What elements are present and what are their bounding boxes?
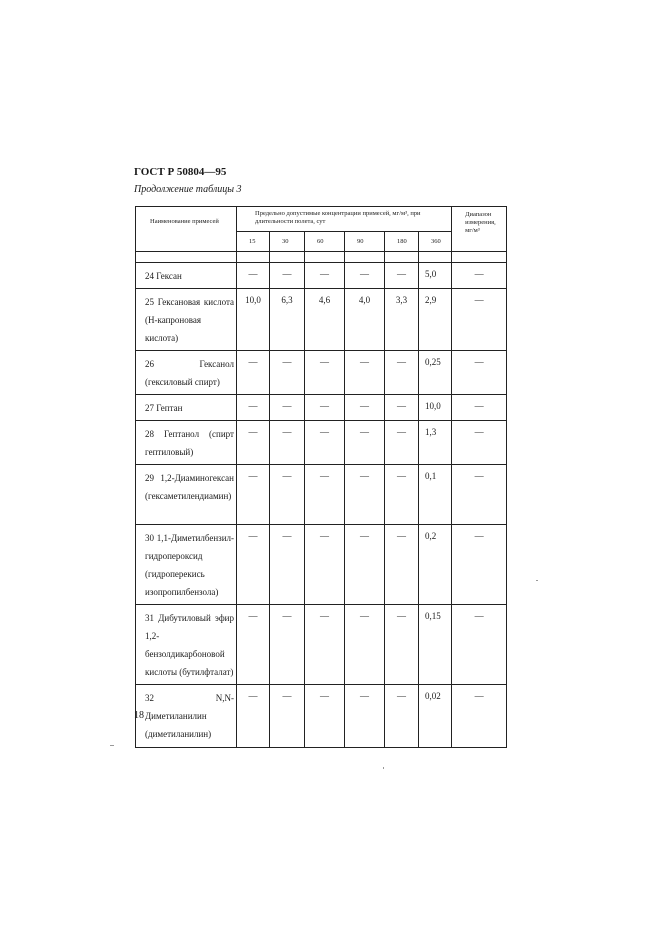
standard-title: ГОСТ Р 50804—95 xyxy=(134,166,227,178)
concentration-cell-30: 6,3 xyxy=(270,289,305,351)
measurement-range-cell: — xyxy=(452,351,507,395)
impurity-name-cell: 24 Гексан xyxy=(136,263,237,289)
concentration-cell-360: 1,3 xyxy=(419,421,452,465)
concentration-cell-180: — xyxy=(385,351,419,395)
impurity-name-cell: 29 1,2-Диаминогексан (гексаметилендиамин) xyxy=(136,465,237,525)
measurement-range-cell: — xyxy=(452,263,507,289)
header-concentration: Предельно допустимые концентрации примесей, мг/м³, при длительности полета, сут xyxy=(237,207,452,232)
table-row xyxy=(136,605,507,685)
concentration-cell-60: — xyxy=(305,263,345,289)
header-spacer-row xyxy=(136,252,507,263)
concentration-cell-90: — xyxy=(345,421,385,465)
concentration-cell-180: — xyxy=(385,525,419,605)
impurity-name-cell: 26 Гексанол (гексиловый спирт) xyxy=(136,351,237,395)
concentration-cell-90: — xyxy=(345,351,385,395)
concentration-cell-15: — xyxy=(237,465,270,525)
concentration-cell-90: — xyxy=(345,395,385,421)
concentration-cell-60: — xyxy=(305,605,345,685)
concentration-cell-60: — xyxy=(305,395,345,421)
concentration-cell-360: 2,9 xyxy=(419,289,452,351)
concentration-cell-180: — xyxy=(385,421,419,465)
table-row xyxy=(136,525,507,605)
concentration-cell-15: — xyxy=(237,525,270,605)
concentration-cell-180: — xyxy=(385,395,419,421)
header-duration-180: 180 xyxy=(385,232,419,252)
concentration-cell-15: — xyxy=(237,263,270,289)
concentration-cell-180: 3,3 xyxy=(385,289,419,351)
concentration-cell-15: — xyxy=(237,395,270,421)
concentration-cell-360: 0,25 xyxy=(419,351,452,395)
concentration-cell-60: — xyxy=(305,421,345,465)
concentration-cell-180: — xyxy=(385,263,419,289)
concentration-cell-60: — xyxy=(305,685,345,748)
measurement-range-cell: — xyxy=(452,465,507,525)
concentration-cell-90: — xyxy=(345,465,385,525)
concentration-cell-90: — xyxy=(345,605,385,685)
header-measurement-range: Диапазон измерения, мг/м³ xyxy=(452,207,507,252)
concentration-cell-90: — xyxy=(345,263,385,289)
header-duration-360: 360 xyxy=(419,232,452,252)
measurement-range-cell: — xyxy=(452,685,507,748)
header-duration-15: 15 xyxy=(237,232,270,252)
concentration-cell-30: — xyxy=(270,465,305,525)
concentration-cell-60: — xyxy=(305,465,345,525)
concentration-cell-180: — xyxy=(385,685,419,748)
table-continuation-caption: Продолжение таблицы 3 xyxy=(134,184,242,195)
concentration-cell-180: — xyxy=(385,465,419,525)
measurement-range-cell: — xyxy=(452,421,507,465)
concentration-cell-15: — xyxy=(237,351,270,395)
impurity-name-cell: 31 Дибутиловый эфир 1,2-бензолдикарбоновой кислоты (бутилфталат) xyxy=(136,605,237,685)
concentration-cell-30: — xyxy=(270,525,305,605)
page-number: 18 xyxy=(134,710,144,721)
table-row xyxy=(136,465,507,525)
concentration-cell-15: 10,0 xyxy=(237,289,270,351)
concentration-cell-90: 4,0 xyxy=(345,289,385,351)
concentration-cell-360: 5,0 xyxy=(419,263,452,289)
concentration-cell-360: 0,15 xyxy=(419,605,452,685)
concentration-cell-30: — xyxy=(270,395,305,421)
concentration-cell-15: — xyxy=(237,685,270,748)
impurities-table xyxy=(135,206,507,748)
concentration-cell-360: 10,0 xyxy=(419,395,452,421)
concentration-cell-60: 4,6 xyxy=(305,289,345,351)
concentration-cell-360: 0,02 xyxy=(419,685,452,748)
scan-mark xyxy=(383,767,384,769)
table-row xyxy=(136,685,507,748)
scan-mark xyxy=(110,745,114,746)
concentration-cell-15: — xyxy=(237,605,270,685)
concentration-cell-180: — xyxy=(385,605,419,685)
scan-mark xyxy=(536,580,538,581)
concentration-cell-60: — xyxy=(305,525,345,605)
table-row xyxy=(136,263,507,289)
impurity-name-cell: 25 Гексановая кислота (Н-капроновая кислота) xyxy=(136,289,237,351)
concentration-cell-30: — xyxy=(270,351,305,395)
concentration-cell-15: — xyxy=(237,421,270,465)
table-row xyxy=(136,395,507,421)
concentration-cell-360: 0,2 xyxy=(419,525,452,605)
table-row xyxy=(136,421,507,465)
concentration-cell-90: — xyxy=(345,525,385,605)
header-duration-60: 60 xyxy=(305,232,345,252)
header-duration-90: 90 xyxy=(345,232,385,252)
table-row xyxy=(136,351,507,395)
measurement-range-cell: — xyxy=(452,605,507,685)
impurity-name-cell: 27 Гептан xyxy=(136,395,237,421)
concentration-cell-90: — xyxy=(345,685,385,748)
concentration-cell-360: 0,1 xyxy=(419,465,452,525)
header-impurity-name: Наименование примесей xyxy=(136,207,237,252)
measurement-range-cell: — xyxy=(452,525,507,605)
concentration-cell-60: — xyxy=(305,351,345,395)
impurity-name-cell: 28 Гептанол (спирт гептиловый) xyxy=(136,421,237,465)
concentration-cell-30: — xyxy=(270,685,305,748)
table-row xyxy=(136,289,507,351)
concentration-cell-30: — xyxy=(270,421,305,465)
impurity-name-cell: 30 1,1-Диметилбензил-гидропероксид (гидроперекись изопропилбензола) xyxy=(136,525,237,605)
concentration-cell-30: — xyxy=(270,605,305,685)
concentration-cell-30: — xyxy=(270,263,305,289)
impurity-name-cell: 32 N,N-Диметиланилин (диметиланилин) xyxy=(136,685,237,748)
measurement-range-cell: — xyxy=(452,395,507,421)
header-duration-30: 30 xyxy=(270,232,305,252)
measurement-range-cell: — xyxy=(452,289,507,351)
